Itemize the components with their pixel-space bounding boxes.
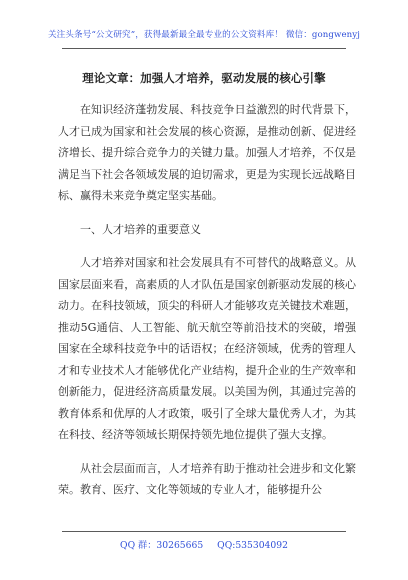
footer-qq-contact: QQ:535304092 bbox=[217, 540, 288, 551]
footer-qq-group: QQ 群：30265665 bbox=[120, 540, 204, 551]
footer-divider bbox=[62, 531, 346, 532]
header-divider bbox=[62, 48, 346, 49]
page-header-promo: 关注头条号“公文研究”，获得最新最全最专业的公文资料库！ 微信：gongwenyj bbox=[47, 30, 361, 40]
section-heading: 一、人才培养的重要意义 bbox=[80, 222, 201, 236]
paragraph-significance: 人才培养对国家和社会发展具有不可替代的战略意义。从国家层面来看，高素质的人才队伍是国家创新驱动发展的核心动力。在科技领域，顶尖的科研人才能够攻克关键技术难题，推动5G通信、人工智能、航天航空等前沿技术的突破，增强国家在全球科技竞争中的话语权；在经济领域，优秀的管理人才和专业技术人才能够优化产业结构，提升企业的生产效率和创新能力，促进经济高质量发展。以美国为例，其通过完善的教育体系和优厚的人才政策，吸引了全球大量优秀人才，为其在科技、经济等领域长期保持领先地位提供了强大支撑。 bbox=[58, 256, 356, 441]
page-footer bbox=[0, 537, 408, 551]
paragraph-social: 从社会层面而言，人才培养有助于推动社会进步和文化繁荣。教育、医疗、文化等领域的专业人才，能够提升公 bbox=[58, 461, 356, 496]
document-title: 理论文章：加强人才培养，驱动发展的核心引擎 bbox=[82, 71, 326, 85]
document-body bbox=[58, 99, 356, 501]
paragraph-intro: 在知识经济蓬勃发展、科技竞争日益激烈的时代背景下，人才已成为国家和社会发展的核心资源，是推动创新、促进经济增长、提升综合竞争力的关键力量。加强人才培养，不仅是满足当下社会各领域发展的迫切需求，更是为实现长远战略目标、赢得未来竞争奠定坚实基础。 bbox=[58, 103, 356, 202]
